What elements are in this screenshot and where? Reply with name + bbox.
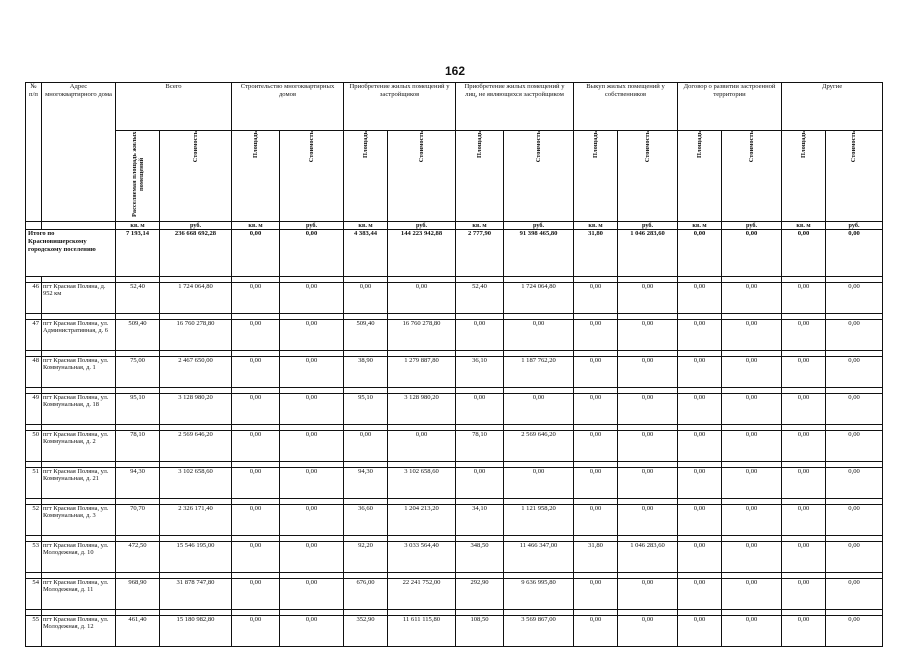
row-value: 0,00 [456, 468, 504, 499]
sub-header-cost: Стоимость [722, 131, 782, 222]
row-value: 0,00 [826, 542, 883, 573]
row-value: 0,00 [618, 320, 678, 351]
row-value: 0,00 [574, 320, 618, 351]
row-value: 78,10 [456, 431, 504, 462]
total-value: 2 777,90 [456, 230, 504, 277]
group-construction-header: Строительство многоквартирных домов [232, 83, 344, 131]
row-value: 0,00 [280, 616, 344, 647]
row-value: 0,00 [678, 357, 722, 388]
row-value: 0,00 [574, 616, 618, 647]
row-value: 95,10 [116, 394, 160, 425]
row-value: 0,00 [618, 468, 678, 499]
unit-area: кв. м [116, 222, 160, 230]
row-value: 0,00 [618, 394, 678, 425]
row-value: 0,00 [574, 357, 618, 388]
row-value: 92,20 [344, 542, 388, 573]
total-row [26, 230, 883, 277]
row-value: 0,00 [678, 431, 722, 462]
total-value: 0,00 [826, 230, 883, 277]
table-row [26, 542, 883, 573]
row-value: 0,00 [678, 616, 722, 647]
row-value: 3 128 980,20 [160, 394, 232, 425]
row-value: 0,00 [782, 283, 826, 314]
row-value: 3 102 658,60 [160, 468, 232, 499]
unit-area: кв. м [678, 222, 722, 230]
row-value: 15 546 195,00 [160, 542, 232, 573]
total-label: Итого по Красновишерскому городскому поселению [26, 230, 116, 277]
sub-header-cost: Стоимость [618, 131, 678, 222]
total-value: 1 046 283,60 [618, 230, 678, 277]
row-value: 38,90 [344, 357, 388, 388]
row-value: 11 466 347,00 [504, 542, 574, 573]
row-value: 0,00 [782, 431, 826, 462]
row-value: 0,00 [826, 616, 883, 647]
total-value: 31,80 [574, 230, 618, 277]
unit-cost: руб. [826, 222, 883, 230]
table-row [26, 283, 883, 314]
row-value: 0,00 [722, 283, 782, 314]
row-value: 0,00 [232, 431, 280, 462]
row-value: 0,00 [678, 542, 722, 573]
row-value: 0,00 [618, 357, 678, 388]
row-address: пгт Красная Поляна, ул. Молодежная, д. 11 [42, 579, 116, 610]
row-value: 0,00 [618, 505, 678, 536]
row-address: пгт Красная Поляна, ул. Молодежная, д. 10 [42, 542, 116, 573]
sub-header-cost: Стоимость [160, 131, 232, 222]
row-value: 461,40 [116, 616, 160, 647]
row-value: 509,40 [344, 320, 388, 351]
row-number: 54 [26, 579, 42, 610]
row-number: 50 [26, 431, 42, 462]
total-value: 236 668 692,28 [160, 230, 232, 277]
row-value: 0,00 [722, 616, 782, 647]
row-value: 472,50 [116, 542, 160, 573]
row-value: 0,00 [782, 357, 826, 388]
row-value: 292,90 [456, 579, 504, 610]
row-value: 676,00 [344, 579, 388, 610]
group-buyout-header: Выкуп жилых помещений у собственников [574, 83, 678, 131]
row-value: 0,00 [232, 616, 280, 647]
row-value: 0,00 [782, 505, 826, 536]
row-number: 48 [26, 357, 42, 388]
col-no-header: № п/п [26, 83, 42, 222]
row-value: 0,00 [618, 616, 678, 647]
table-row [26, 431, 883, 462]
header-group-row [26, 83, 883, 131]
unit-cost: руб. [618, 222, 678, 230]
row-value: 11 611 115,80 [388, 616, 456, 647]
row-number: 52 [26, 505, 42, 536]
row-value: 95,10 [344, 394, 388, 425]
row-number: 49 [26, 394, 42, 425]
row-value: 0,00 [826, 394, 883, 425]
row-value: 0,00 [280, 505, 344, 536]
row-address: пгт Красная Поляна, ул. Коммунальная, д. 21 [42, 468, 116, 499]
row-value: 0,00 [826, 283, 883, 314]
row-value: 0,00 [280, 431, 344, 462]
row-value: 0,00 [232, 283, 280, 314]
sub-header-area: Площадь [678, 131, 722, 222]
row-address: пгт Красная Поляна, ул. Коммунальная, д. 2 [42, 431, 116, 462]
row-value: 0,00 [782, 616, 826, 647]
row-value: 0,00 [678, 320, 722, 351]
row-value: 0,00 [782, 542, 826, 573]
group-purchase-nondevelopers-header: Приобретение жилых помещений у лиц, не являющихся застройщиком [456, 83, 574, 131]
row-value: 0,00 [280, 357, 344, 388]
row-value: 0,00 [504, 320, 574, 351]
unit-cell-empty [26, 222, 42, 230]
row-value: 0,00 [618, 283, 678, 314]
sub-header-area: Площадь [232, 131, 280, 222]
sub-header-area: Площадь [782, 131, 826, 222]
row-value: 0,00 [826, 320, 883, 351]
unit-area: кв. м [782, 222, 826, 230]
row-value: 0,00 [280, 542, 344, 573]
unit-cell-empty [42, 222, 116, 230]
page-number: 162 [444, 64, 466, 78]
row-value: 0,00 [456, 320, 504, 351]
row-value: 52,40 [116, 283, 160, 314]
unit-cost: руб. [722, 222, 782, 230]
row-value: 0,00 [574, 468, 618, 499]
sub-header-resettled-area: Расселяемая площадь жилых помещений [116, 131, 160, 222]
row-value: 0,00 [826, 468, 883, 499]
row-value: 0,00 [722, 320, 782, 351]
row-value: 52,40 [456, 283, 504, 314]
row-value: 36,60 [344, 505, 388, 536]
row-value: 0,00 [574, 394, 618, 425]
row-address: пгт Красная Поляна, ул. Коммунальная, д. 1 [42, 357, 116, 388]
row-value: 0,00 [232, 579, 280, 610]
row-value: 16 760 278,80 [388, 320, 456, 351]
row-value: 3 569 867,00 [504, 616, 574, 647]
row-value: 0,00 [782, 320, 826, 351]
row-value: 0,00 [280, 579, 344, 610]
row-value: 1 187 762,20 [504, 357, 574, 388]
row-value: 0,00 [574, 505, 618, 536]
row-value: 968,90 [116, 579, 160, 610]
row-number: 47 [26, 320, 42, 351]
total-value: 144 223 942,88 [388, 230, 456, 277]
table-row [26, 505, 883, 536]
row-value: 2 569 646,20 [504, 431, 574, 462]
row-value: 34,10 [456, 505, 504, 536]
group-other-header: Другие [782, 83, 883, 131]
table-row [26, 394, 883, 425]
row-value: 0,00 [574, 579, 618, 610]
row-value: 0,00 [574, 431, 618, 462]
row-value: 15 180 982,80 [160, 616, 232, 647]
table-row [26, 320, 883, 351]
row-value: 0,00 [678, 394, 722, 425]
row-value: 0,00 [782, 579, 826, 610]
row-value: 0,00 [722, 579, 782, 610]
row-value: 0,00 [280, 468, 344, 499]
row-value: 1 724 064,80 [160, 283, 232, 314]
row-number: 51 [26, 468, 42, 499]
row-value: 94,30 [344, 468, 388, 499]
row-value: 509,40 [116, 320, 160, 351]
row-value: 3 102 658,60 [388, 468, 456, 499]
row-address: пгт Красная Поляна, ул. Административная, д. 6 [42, 320, 116, 351]
row-value: 0,00 [504, 468, 574, 499]
row-value: 0,00 [344, 283, 388, 314]
unit-area: кв. м [344, 222, 388, 230]
row-value: 352,90 [344, 616, 388, 647]
row-number: 53 [26, 542, 42, 573]
row-value: 70,70 [116, 505, 160, 536]
sub-header-cost: Стоимость [504, 131, 574, 222]
total-value: 91 398 465,80 [504, 230, 574, 277]
row-value: 0,00 [826, 505, 883, 536]
row-value: 348,50 [456, 542, 504, 573]
total-value: 0,00 [782, 230, 826, 277]
units-row [26, 222, 883, 230]
row-value: 0,00 [826, 579, 883, 610]
unit-cost: руб. [388, 222, 456, 230]
total-value: 0,00 [722, 230, 782, 277]
row-value: 3 033 564,40 [388, 542, 456, 573]
sub-header-cost: Стоимость [826, 131, 883, 222]
row-value: 2 467 650,00 [160, 357, 232, 388]
row-value: 0,00 [782, 468, 826, 499]
row-value: 0,00 [678, 579, 722, 610]
total-value: 4 383,44 [344, 230, 388, 277]
row-value: 2 569 646,20 [160, 431, 232, 462]
row-address: пгт Красная Поляна, ул. Коммунальная, д. 3 [42, 505, 116, 536]
row-value: 0,00 [678, 505, 722, 536]
row-value: 0,00 [504, 394, 574, 425]
row-value: 0,00 [232, 394, 280, 425]
row-value: 0,00 [722, 542, 782, 573]
row-value: 75,00 [116, 357, 160, 388]
sub-header-area: Площадь [344, 131, 388, 222]
row-value: 31 878 747,80 [160, 579, 232, 610]
col-address-header: Адрес многоквартирного дома [42, 83, 116, 222]
row-value: 1 204 213,20 [388, 505, 456, 536]
row-value: 0,00 [232, 505, 280, 536]
row-value: 1 279 887,80 [388, 357, 456, 388]
row-value: 108,50 [456, 616, 504, 647]
resettlement-table [25, 82, 883, 647]
table-row [26, 468, 883, 499]
row-value: 78,10 [116, 431, 160, 462]
row-value: 0,00 [618, 431, 678, 462]
row-value: 0,00 [618, 579, 678, 610]
row-value: 0,00 [344, 431, 388, 462]
row-value: 0,00 [456, 394, 504, 425]
row-value: 0,00 [280, 394, 344, 425]
row-value: 31,80 [574, 542, 618, 573]
group-purchase-developers-header: Приобретение жилых помещений у застройщиков [344, 83, 456, 131]
total-value: 0,00 [232, 230, 280, 277]
row-value: 22 241 752,00 [388, 579, 456, 610]
row-value: 0,00 [388, 431, 456, 462]
row-value: 0,00 [280, 283, 344, 314]
group-total-header: Всего [116, 83, 232, 131]
row-value: 2 326 171,40 [160, 505, 232, 536]
unit-area: кв. м [456, 222, 504, 230]
row-value: 0,00 [678, 283, 722, 314]
unit-area: кв. м [574, 222, 618, 230]
row-value: 9 636 995,80 [504, 579, 574, 610]
table-row [26, 357, 883, 388]
table-row [26, 616, 883, 647]
row-address: пгт Красная Поляна, д. 952 км [42, 283, 116, 314]
row-value: 94,30 [116, 468, 160, 499]
total-value: 0,00 [280, 230, 344, 277]
row-value: 0,00 [678, 468, 722, 499]
row-value: 3 128 980,20 [388, 394, 456, 425]
row-value: 1 724 064,80 [504, 283, 574, 314]
table-row [26, 579, 883, 610]
sub-header-area: Площадь [456, 131, 504, 222]
row-value: 0,00 [722, 468, 782, 499]
row-value: 16 760 278,80 [160, 320, 232, 351]
row-value: 0,00 [782, 394, 826, 425]
row-value: 0,00 [232, 468, 280, 499]
row-value: 0,00 [280, 320, 344, 351]
row-value: 36,10 [456, 357, 504, 388]
row-value: 0,00 [574, 283, 618, 314]
unit-cost: руб. [504, 222, 574, 230]
total-value: 0,00 [678, 230, 722, 277]
row-value: 0,00 [722, 431, 782, 462]
row-value: 0,00 [826, 357, 883, 388]
unit-cost: руб. [280, 222, 344, 230]
row-value: 1 121 958,20 [504, 505, 574, 536]
row-value: 0,00 [722, 394, 782, 425]
row-address: пгт Красная Поляна, ул. Коммунальная, д. 18 [42, 394, 116, 425]
unit-cost: руб. [160, 222, 232, 230]
unit-area: кв. м [232, 222, 280, 230]
row-value: 0,00 [388, 283, 456, 314]
row-number: 46 [26, 283, 42, 314]
header-sub-row [26, 131, 883, 222]
sub-header-area: Площадь [574, 131, 618, 222]
row-number: 55 [26, 616, 42, 647]
sub-header-cost: Стоимость [280, 131, 344, 222]
row-value: 0,00 [232, 542, 280, 573]
row-value: 0,00 [232, 320, 280, 351]
group-development-contract-header: Договор о развитии застроенной территории [678, 83, 782, 131]
row-address: пгт Красная Поляна, ул. Молодежная, д. 12 [42, 616, 116, 647]
row-value: 1 046 283,60 [618, 542, 678, 573]
row-value: 0,00 [232, 357, 280, 388]
row-value: 0,00 [826, 431, 883, 462]
sub-header-cost: Стоимость [388, 131, 456, 222]
total-value: 7 193,14 [116, 230, 160, 277]
row-value: 0,00 [722, 505, 782, 536]
row-value: 0,00 [722, 357, 782, 388]
